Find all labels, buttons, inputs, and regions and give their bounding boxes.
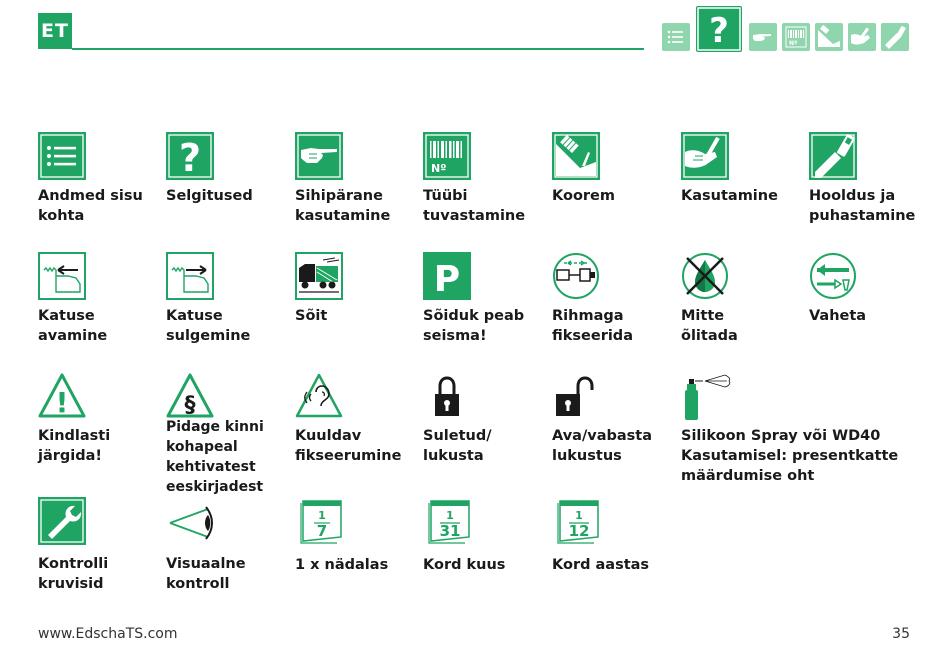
symbol-label: Kontrolli kruvisid	[38, 556, 109, 592]
hand-with-tool-icon	[681, 132, 729, 180]
svg-text:?: ?	[178, 136, 202, 180]
nav-load-icon[interactable]	[815, 23, 843, 51]
calendar-bottom: 12	[568, 522, 590, 540]
symbol-label: Kord aastas	[552, 557, 650, 573]
strap-icon	[552, 252, 600, 300]
no-oil-icon	[681, 252, 729, 300]
question-icon	[166, 132, 214, 180]
barcode-icon	[423, 132, 471, 180]
lock-open-icon	[552, 372, 600, 420]
calendar-top: 1	[318, 509, 326, 522]
header-rule	[72, 48, 644, 50]
wrench-icon	[38, 497, 86, 545]
symbol-label: Pidage kinni kohapeal kehtivatest eeskirjadest	[166, 419, 264, 495]
nav-barcode-icon[interactable]	[782, 23, 810, 51]
svg-text:Nº: Nº	[789, 40, 798, 47]
spray-can-icon	[681, 372, 741, 420]
symbol-label: Kord kuus	[423, 557, 506, 573]
regulation-icon	[166, 372, 214, 420]
page-number: 35	[892, 626, 910, 642]
nav-pointing-hand-icon[interactable]	[749, 23, 777, 51]
pointing-hand-icon	[295, 132, 343, 180]
eye-icon	[166, 497, 214, 545]
calendar-bottom: 7	[316, 522, 328, 540]
symbol-label: Kindlasti järgida!	[38, 428, 111, 464]
calendar-year-icon	[552, 497, 600, 545]
symbol-label: Visuaalne kontroll	[166, 556, 246, 592]
footer-url[interactable]: www.EdschaTS.com	[38, 626, 178, 642]
symbol-label: Tüübi tuvastamine	[423, 188, 526, 224]
symbol-label: Hooldus ja puhastamine	[809, 188, 916, 224]
calendar-month-icon	[423, 497, 471, 545]
roof-close-icon	[166, 252, 214, 300]
symbol-label: Rihmaga fikseerida	[552, 308, 633, 344]
symbol-label: Koorem	[552, 188, 615, 204]
truck-icon	[295, 252, 343, 300]
calendar-top: 1	[446, 509, 454, 522]
calendar-top: 1	[575, 509, 583, 522]
nav-list-icon[interactable]	[662, 23, 690, 51]
symbol-label: Suletud/ lukusta	[423, 428, 492, 464]
roof-open-icon	[38, 252, 86, 300]
regulation-icon-text: §	[184, 393, 196, 418]
warning-icon-text: !	[55, 386, 69, 419]
language-badge: ET	[38, 13, 72, 49]
parking-icon	[423, 252, 471, 300]
barcode-icon-text: Nº	[431, 162, 447, 175]
nav-question-icon[interactable]	[696, 6, 742, 52]
lock-closed-icon	[423, 372, 471, 420]
nav-spray-icon[interactable]	[881, 23, 909, 51]
symbol-label: Katuse avamine	[38, 308, 108, 344]
parking-icon-text: P	[433, 259, 461, 300]
replace-icon	[809, 252, 857, 300]
symbol-label: Sõiduk peab seisma!	[423, 308, 525, 344]
warning-icon	[38, 372, 86, 420]
load-icon	[552, 132, 600, 180]
symbol-label: Kuuldav fikseerumine	[295, 428, 402, 464]
list-icon	[38, 132, 86, 180]
svg-text:?: ?	[709, 11, 729, 51]
symbol-label: Sihipärane kasutamine	[295, 188, 391, 224]
maintenance-icon	[809, 132, 857, 180]
symbol-label: Katuse sulgemine	[166, 308, 251, 344]
symbol-label: Andmed sisu kohta	[38, 188, 143, 224]
symbol-label: Mitte õlitada	[681, 308, 738, 344]
symbol-label: Sõit	[295, 308, 328, 324]
symbol-label: Vaheta	[809, 308, 867, 324]
calendar-bottom: 31	[439, 522, 461, 540]
nav-hand-with-tool-icon[interactable]	[848, 23, 876, 51]
symbol-label: 1 x nädalas	[295, 557, 389, 573]
symbol-label: Silikoon Spray või WD40 Kasutamisel: presentkatte määrdumise oht	[681, 428, 899, 484]
symbol-label: Kasutamine	[681, 188, 778, 204]
calendar-week-icon	[295, 497, 343, 545]
symbol-label: Selgitused	[166, 188, 253, 204]
symbol-label: Ava/vabasta lukustus	[552, 428, 652, 464]
audible-icon	[295, 372, 343, 420]
